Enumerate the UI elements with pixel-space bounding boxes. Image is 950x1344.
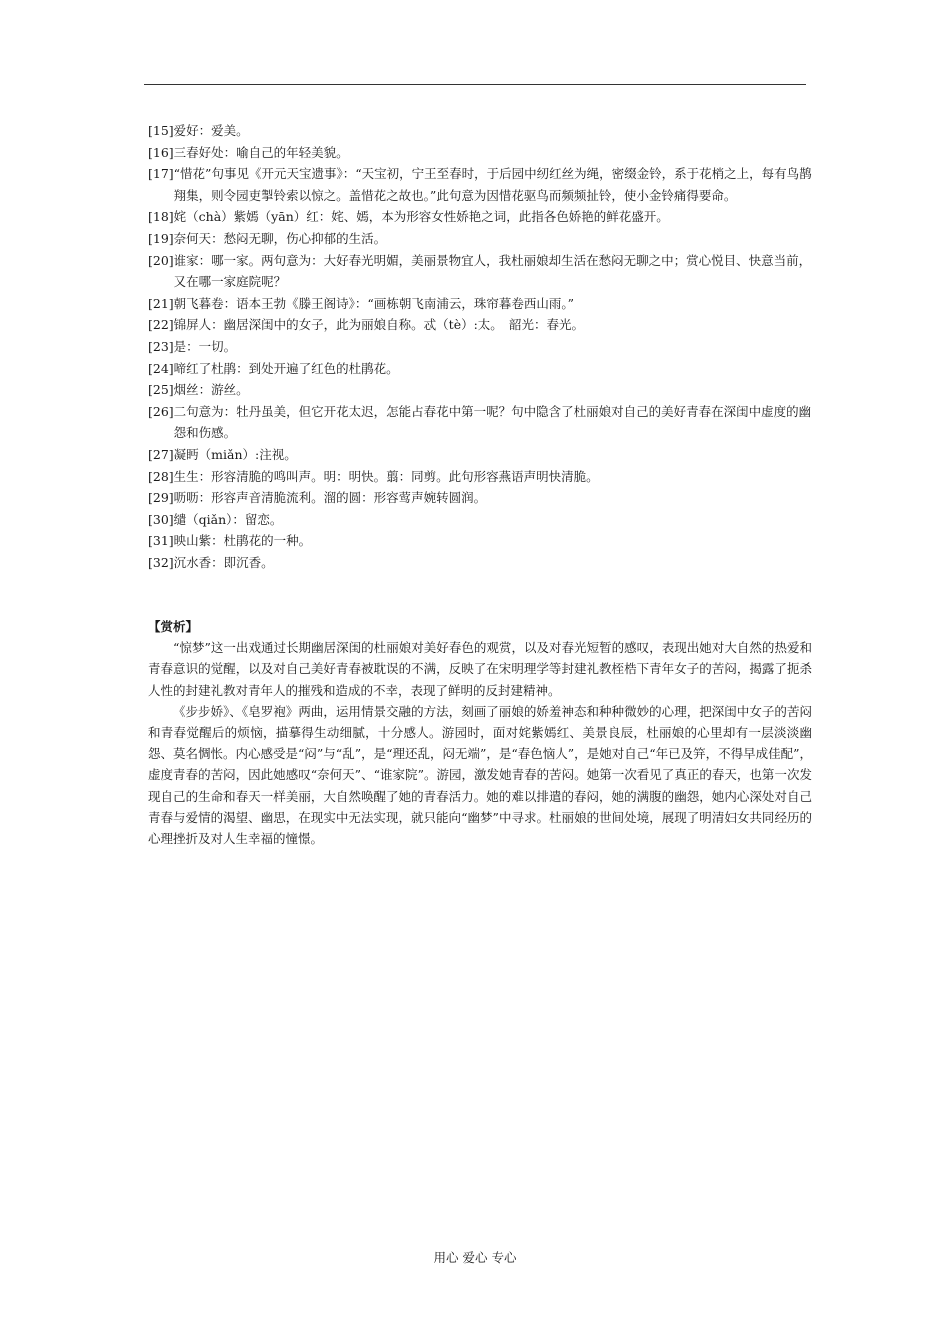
footnote-item	[148, 552, 812, 574]
footnote-number: [31]	[148, 533, 174, 549]
footnote-number: [29]	[148, 490, 174, 506]
footnote-number: [17]	[148, 166, 174, 182]
footnote-number: [28]	[148, 468, 174, 484]
footnote-item	[148, 487, 812, 509]
footnote-text: 谁家：哪一家。两句意为：大好春光明媚，美丽景物宜人，我杜丽娘却生活在愁闷无聊之中；赏心悦目、快意当前，又在哪一家庭院呢？	[173, 252, 812, 290]
footnote-number: [16]	[148, 144, 174, 160]
footnote-item	[148, 120, 812, 142]
footnote-number: [25]	[148, 382, 174, 398]
footnote-item	[148, 293, 812, 315]
analysis-section	[148, 616, 812, 849]
header-rule	[144, 84, 806, 85]
footnote-text: 凝眄（miǎn）:注视。	[173, 446, 297, 462]
footnote-item	[148, 401, 812, 444]
footnote-number: [26]	[148, 403, 174, 419]
footnote-text: 烟丝：游丝。	[173, 382, 249, 398]
footnote-item	[148, 444, 812, 466]
footnote-number: [27]	[148, 446, 174, 462]
footnote-item	[148, 250, 812, 293]
footnote-text: 爱好：爱美。	[173, 123, 249, 138]
footnote-text: 映山紫：杜鹃花的一种。	[173, 533, 312, 549]
footnote-text: 朝飞暮卷：语本王勃《滕王阁诗》：“画栋朝飞南浦云，珠帘暮卷西山雨。”	[173, 295, 574, 311]
footnote-text: 是：一切。	[173, 338, 237, 354]
footnote-item	[148, 336, 812, 358]
footnote-text: “惜花”句事见《开元天宝遗事》：“天宝初，宁王至春时，于后园中纫红丝为绳，密缀金铃，系于花梢之上，每有鸟鹊翔集，则令园吏掣铃索以惊之。盖惜花之故也。”此句意为因惜花驱鸟而频频扯铃，使小金铃痛得要命。	[173, 166, 812, 203]
footnote-text: 二句意为：牡丹虽美，但它开花太迟，怎能占春花中第一呢？句中隐含了杜丽娘对自己的美好青春在深闺中虚度的幽怨和伤感。	[173, 403, 812, 441]
footnote-text: 生生：形容清脆的鸣叫声。明：明快。翦：同剪。此句形容燕语声明快清脆。	[173, 468, 599, 484]
footnote-number: [24]	[148, 360, 174, 376]
footnote-item	[148, 206, 812, 228]
footnote-number: [32]	[148, 554, 174, 570]
footnote-item	[148, 509, 812, 531]
footnote-number: [22]	[148, 317, 174, 333]
footnote-text: 啼红了杜鹃：到处开遍了红色的杜鹃花。	[173, 360, 399, 376]
footnote-item	[148, 163, 812, 206]
analysis-paragraph: 《步步娇》、《皂罗袍》两曲，运用情景交融的方法，刻画了丽娘的娇羞神态和种种微妙的心理，把深闺中女子的苦闷和青春觉醒后的烦恼，描摹得生动细腻，十分感人。游园时，面对姹紫嫣红、美景良辰，杜丽娘的心里却有一层淡淡幽怨、莫名惆怅。内心感受是“闷”与“乱”，是“理还乱，闷无端”，是“春色恼人”，是她对自己“年已及笄，不得早成佳配”，虚度青春的苦闷，因此她感叹“奈何天”、“谁家院”。游园，激发她青春的苦闷。她第一次看见了真正的春天，也第一次发现自己的生命和春天一样美丽，大自然唤醒了她的青春活力。她的难以排遣的春闷，她的满腹的幽怨，她内心深处对自己青春与爱情的渴望、幽思，在现实中无法实现，就只能向“幽梦”中寻求。杜丽娘的世间处境，展现了明清妇女共同经历的心理挫折及对人生幸福的憧憬。	[148, 703, 812, 847]
footnote-text: 缱（qiǎn）：留恋。	[173, 511, 283, 527]
footnote-item	[148, 466, 812, 488]
footnote-number: [20]	[148, 252, 174, 268]
footnote-text: 三春好处：喻自己的年轻美貌。	[173, 144, 349, 160]
analysis-heading: 【赏析】	[148, 619, 199, 634]
footnote-number: [30]	[148, 511, 174, 527]
footnote-item	[148, 142, 812, 164]
footnote-number: [15]	[148, 123, 174, 138]
footnote-text: 锦屏人：幽居深闺中的女子，此为丽娘自称。忒（tè）:太。 韶光：春光。	[173, 317, 585, 333]
footnote-number: [23]	[148, 338, 174, 354]
footnote-list	[148, 120, 812, 573]
footnote-item	[148, 358, 812, 380]
footnote-number: [21]	[148, 295, 174, 311]
footnote-text: 呖呖：形容声音清脆流利。溜的圆：形容莺声婉转圆润。	[173, 490, 487, 506]
page-footer: 用心 爱心 专心	[433, 1250, 517, 1265]
footnote-item	[148, 228, 812, 250]
footnote-item	[148, 314, 812, 336]
footnote-text: 姹（chà）紫嫣（yān）红：姹、嫣，本为形容女性娇艳之词，此指各色娇艳的鲜花盛开。	[173, 209, 669, 225]
footnote-item	[148, 530, 812, 552]
footnote-text: 奈何天：愁闷无聊，伤心抑郁的生活。	[173, 230, 387, 246]
footnote-text: 沉水香：即沉香。	[173, 554, 274, 570]
footnote-number: [18]	[148, 209, 174, 225]
footnote-item	[148, 379, 812, 401]
footnote-number: [19]	[148, 230, 174, 246]
analysis-paragraph: “惊梦”这一出戏通过长期幽居深闺的杜丽娘对美好春色的观赏，以及对春光短暂的感叹，表现出她对大自然的热爱和青春意识的觉醒，以及对自己美好青春被耽误的不满，反映了在宋明理学等封建礼教桎梏下青年女子的苦闷，揭露了扼杀人性的封建礼教对青年人的摧残和造成的不幸，表现了鲜明的反封建精神。	[148, 640, 812, 698]
